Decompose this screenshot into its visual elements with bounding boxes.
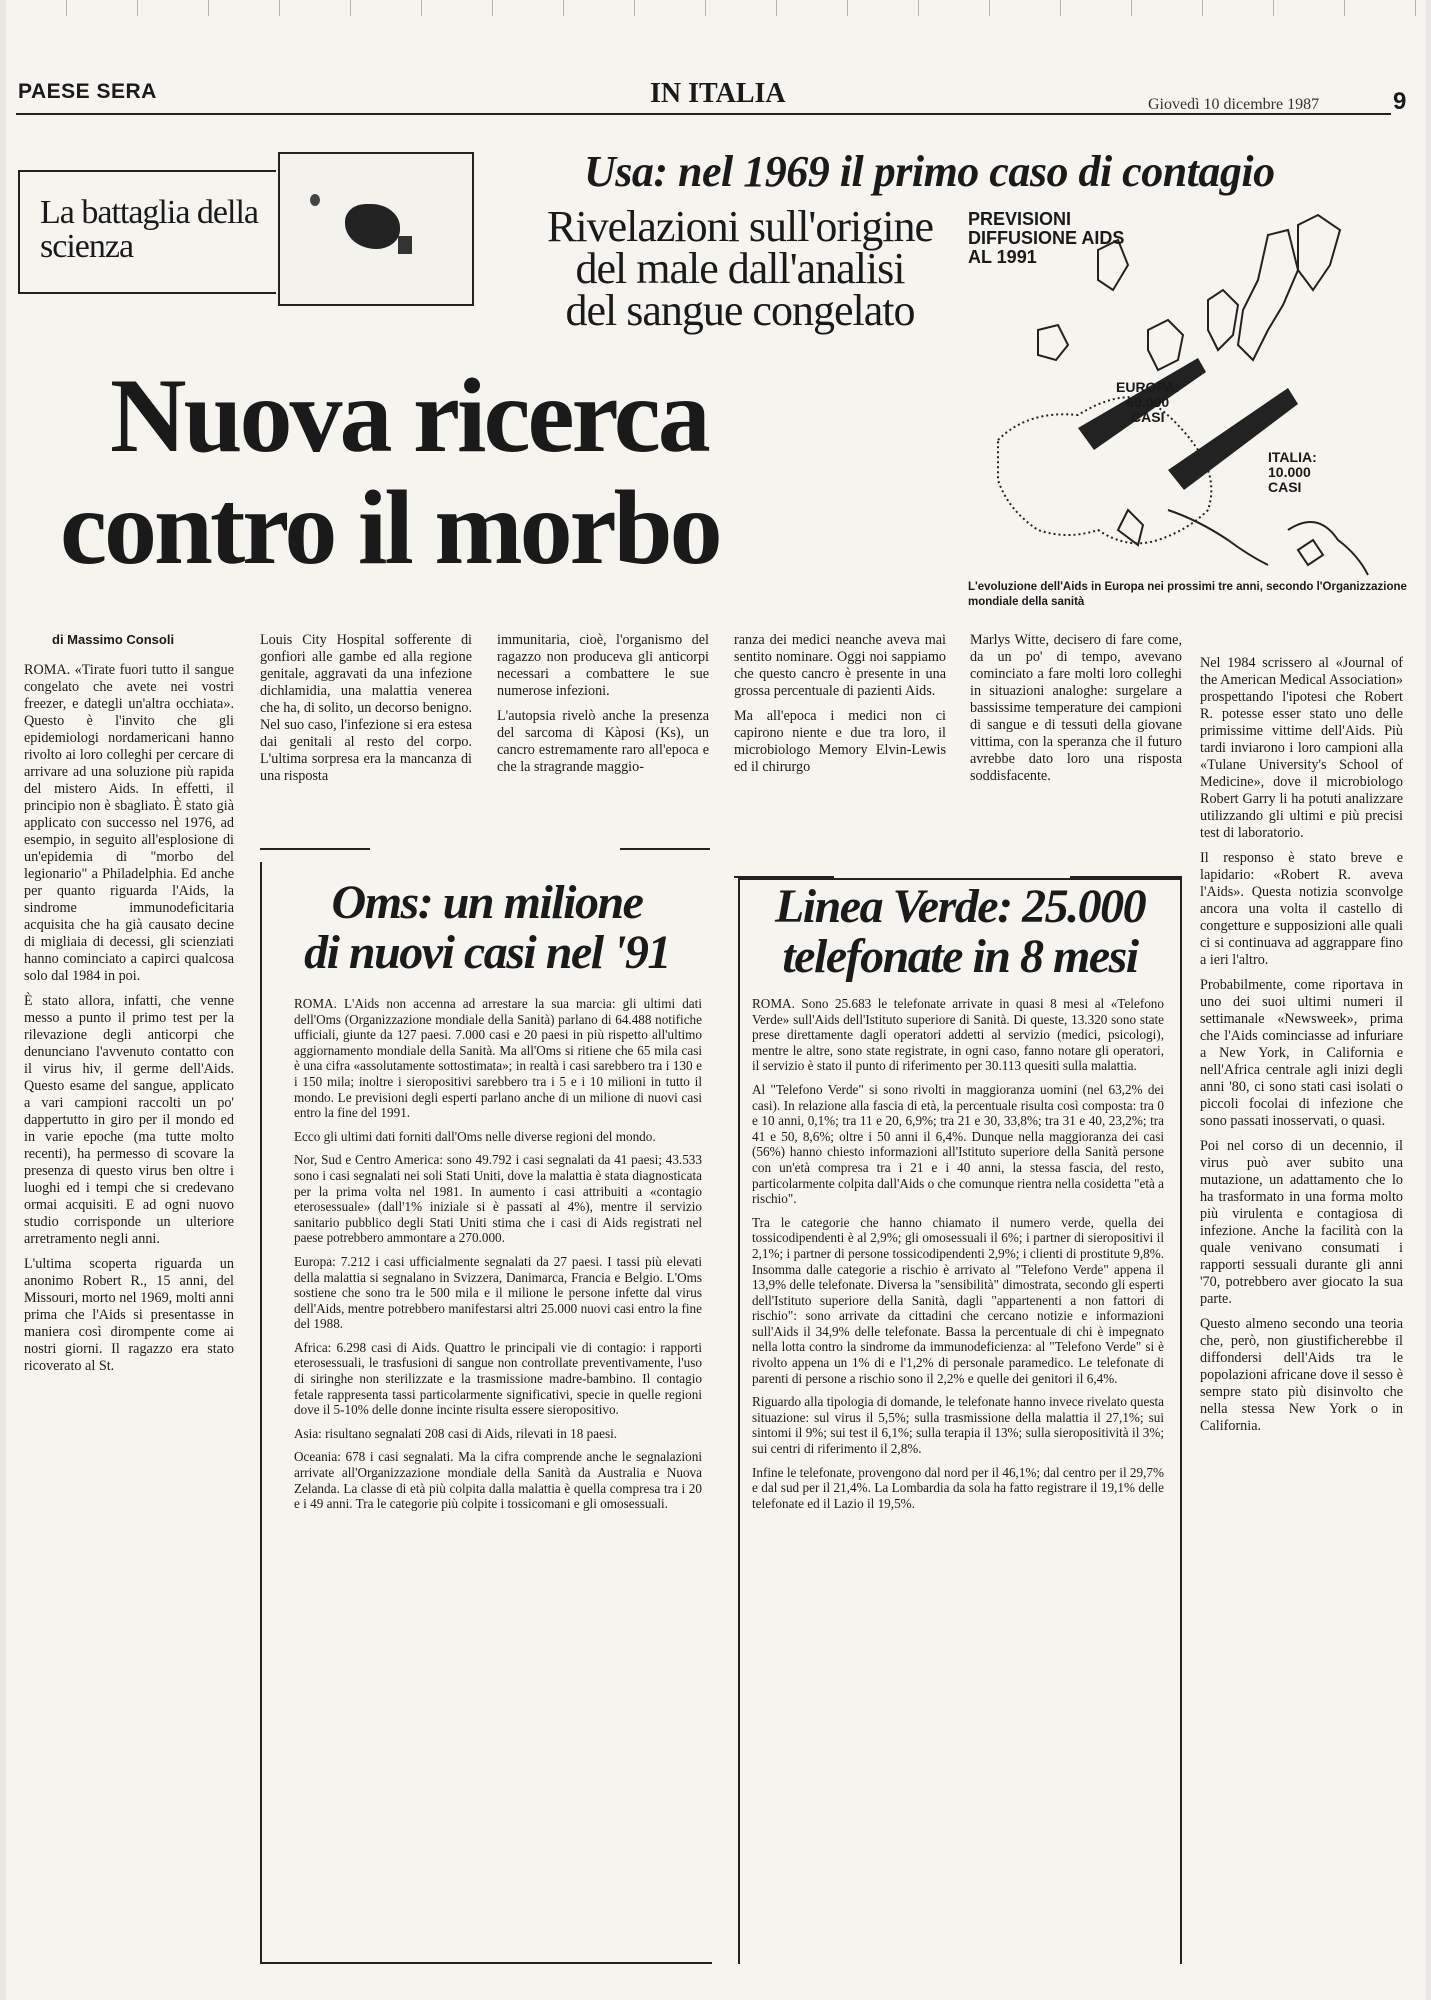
italy-label-line: 10.000: [1268, 464, 1311, 480]
headline-line: contro il morbo: [60, 469, 720, 586]
photo-shape: [310, 194, 320, 206]
header-rule: [16, 113, 1391, 115]
europe-map: [968, 210, 1398, 580]
article-paragraph: Probabilmente, come riportava in uno dei suoi ultimi numeri il settimanale «Newsweek», prima che l'Aids cominciasse ad infuriare a New York, in California e nell'Africa centrale agli inizi degli anni '80, ci sono stati casi isolati o piccoli focolai di infezione che sono passati inosservati, o quasi.: [1200, 977, 1403, 1129]
newspaper-brand: PAESE SERA: [18, 80, 157, 103]
oms-headline-line: Oms: un milione: [331, 876, 643, 929]
map-caption: L'evoluzione dell'Aids in Europa nei prossimi tre anni, secondo l'Organizzazione mondiale della sanità: [968, 581, 1407, 608]
oms-body: [294, 996, 702, 1520]
linea-verde-headline-line: telefonate in 8 mesi: [782, 930, 1138, 983]
article-paragraph: È stato allora, infatti, che venne messo a punto il primo test per la rilevazione degli anticorpi che denunciano l'avvenuto contatto con il virus hiv, il germe dell'Aids. Questo esame del sangue, applicato a vari campioni raccolti un po' dappertutto in giro per il mondo ed in varie epoche (ma tutte molto recenti), ha permesso di scovare la presenza di questo virus ben oltre i luoghi ed i tempi che si credevano ormai acquisiti. E ad ogni nuovo studio corrisponde un ulteriore arretramento negli anni.: [24, 993, 234, 1247]
linea-verde-paragraph: Riguardo alla tipologia di domande, le telefonate hanno invece rivelato questa situazione: sul virus il 5,5%; sulla trasmissione della malattia il 27,1%; sui sintomi il 9%; sui test il 6,1%; sulla terapia il 13%; sulla sieropositività il 3%; sui centri di riferimento il 2,8%.: [752, 1394, 1164, 1457]
article-column-1: [24, 662, 234, 1383]
article-paragraph: immunitaria, cioè, l'organismo del ragazzo non produceva gli anticorpi necessari a combattere le sue numerose infezioni.: [497, 632, 709, 699]
page-number: 9: [1393, 88, 1407, 115]
map-title-line: AL 1991: [968, 247, 1037, 267]
oms-paragraph: Europa: 7.212 i casi ufficialmente segnalati da 27 paesi. I tassi più elevati della malattia si segnalano in Svizzera, Danimarca, Francia e Belgio. L'Oms sostiene che sono tra le 500 mila e il milione le persone infette dal virus dell'Aids, mentre potrebbero manifestarsi altri 25.000 nuovi casi entro la fine del 1988.: [294, 1253, 702, 1332]
oms-paragraph: Nor, Sud e Centro America: sono 49.792 i casi segnalati da 41 paesi; 43.533 sono i casi segnalati nei soli Stati Uniti, dove la malattia è stata diagnosticata per la prima volta nel 1981. In aumento i casi attribuiti a «contagio eterosessuale» (dall'1% iniziale si è passati al 4%), mentre il servizio sanitario pubblico degli Stati Uniti stima che i casi di Aids registrati nel paese potrebbero ammontare a 270.000.: [294, 1152, 702, 1246]
article-paragraph: L'ultima scoperta riguarda un anonimo Robert R., 15 anni, del Missouri, morto nel 1969, molti anni prima che l'Aids si presentasse in maniera così dirompente come ai nostri giorni. Il ragazzo era stato ricoverato al St.: [24, 1256, 234, 1374]
italy-label-line: ITALIA:: [1268, 449, 1317, 465]
linea-verde-body: [752, 996, 1164, 1519]
oms-paragraph: Ecco gli ultimi dati forniti dall'Oms nelle diverse regioni del mondo.: [294, 1128, 656, 1144]
issue-date: Giovedì 10 dicembre 1987: [1148, 96, 1320, 113]
article-column-6: [1200, 655, 1403, 1443]
oms-headline: [262, 878, 712, 978]
oms-paragraph: Asia: risultano segnalati 208 casi di Aids, rilevati in 18 paesi.: [294, 1425, 618, 1441]
deck-line: del male dall'analisi: [575, 244, 905, 293]
deck: [505, 202, 975, 335]
section-title: IN ITALIA: [650, 78, 786, 109]
linea-verde-paragraph: Tra le categorie che hanno chiamato il numero verde, quella dei tossicodipendenti è al 2,9%; gli omosessuali il 6%; i partner di sieropositivi il 2,1%; i partner di persone tossicodipendenti 2,9%; i clienti di prostitute 9,8%. Insomma dalle categorie a rischio è arrivato al "Telefono Verde" appena il 13,9% delle telefonate. Diversa la "sensibilità" dimostrata, secondo gli esperti dell'Istituto superiore della Sanità, dagli "appartenenti a non fattori di rischio": sono arrivate da cittadini che cercano notizie e informazioni sull'Aids il 34,9% delle telefonate. Bassa la percentuale di chi è impegnato nella lotta contro la sindrome da immunodeficienza: al "Telefono Verde" si è rivolto appena un 1% di e l'1,2% di personale paramedico. Le telefonate di parenti di persone a rischio sono il 2,2% e quelle dei genitori il 6,4%.: [752, 1214, 1164, 1386]
byline: di Massimo Consoli: [52, 632, 175, 647]
italy-label: [1268, 450, 1317, 495]
linea-verde-paragraph: ROMA. Sono 25.683 le telefonate arrivate in quasi 8 mesi al «Telefono Verde» sull'Aids dell'Istituto superiore di Sanità. Di queste, 13.320 sono state prese direttamente dagli operatori addetti al servizio (medici, psicologi), mentre le altre, sono state registrate, in ogni caso, fanno notare gli operatori, il servizio è stato il punto di riferimento per 30.113 quesiti sulla malattia.: [752, 996, 1164, 1074]
photo-shape: [398, 236, 412, 254]
oms-paragraph: ROMA. L'Aids non accenna ad arrestare la sua marcia: gli ultimi dati dell'Oms (Organizzazione mondiale della Sanità) parlano di 64.488 notifiche ufficiali, giunte da 127 paesi. 7.000 casi e 20 paesi in più rispetto all'ultimo aggiornamento mondiale della Sanità. Ma all'Oms si ritiene che 65 mila casi è una cifra «assolutamente sottostimata»; in realtà i casi sarebbero tra i 130 e i 150 mila; inoltre i sieropositivi sarebbero tra i 5 e i 10 milioni in tutto il mondo. Le previsioni degli esperti parlano anche di un milione di nuovi casi entro la fine del 1991.: [294, 996, 702, 1121]
article-paragraph: Questo almeno secondo una teoria che, però, non giustificherebbe il diffondersi dell'Aids tra le popolazioni africane dove il sesso è sempre stato più disinvolto che nella stessa New York o in California.: [1200, 1316, 1403, 1434]
linea-verde-headline-line: Linea Verde: 25.000: [774, 880, 1146, 933]
map-title-line: PREVISIONI: [968, 209, 1072, 229]
article-paragraph: L'autopsia rivelò anche la presenza del sarcoma di Kàposi (Ks), un cancro estremamente raro all'epoca e che la stragrande maggio-: [497, 708, 709, 775]
article-column-4: [734, 632, 946, 784]
europe-label-line: 60.000: [1126, 394, 1170, 410]
headline-line: Nuova ricerca: [110, 357, 708, 474]
oms-paragraph: Oceania: 678 i casi segnalati. Ma la cifra comprende anche le segnalazioni arrivate all'Organizzazione mondiale della Sanità da Australia e Nuova Zelanda. La classe di età più colpita dalla malattia è quella compresa tra i 20 e i 49 anni. Tra le categorie più colpite i tossicomani e gli omosessuali.: [294, 1449, 702, 1512]
article-paragraph: Nel 1984 scrissero al «Journal of the American Medical Association» prospettando l'ipotesi che Robert R. potesse esser stato uno delle primissime vittime dell'Aids. Più tardi inviarono i loro campioni alla «Tulane University's School of Medicine», dove il microbiologo Robert Garry li ha potuti analizzare utilizzando gli ultimi e più precisi test di laboratorio.: [1200, 655, 1403, 841]
map-title-line: DIFFUSIONE AIDS: [968, 228, 1125, 248]
europe-label-line: EUROPA:: [1116, 379, 1180, 395]
photo-image: [278, 152, 474, 306]
kicker: La battaglia della scienza: [40, 194, 258, 265]
article-paragraph: Ma all'epoca i medici non ci capirono niente e due tra loro, il microbiologo Memory Elvin-Lewis ed il chirurgo: [734, 708, 946, 775]
oms-headline-line: di nuovi casi nel '91: [304, 926, 670, 979]
map-title: [968, 210, 1124, 267]
article-column-2: [260, 632, 472, 793]
europe-label: [1116, 380, 1180, 425]
column-rule: [620, 848, 710, 850]
oms-paragraph: Africa: 6.298 casi di Aids. Quattro le principali vie di contagio: i rapporti eterosessuali, le trasfusioni di sangue non controllate preventivamente, l'uso di siringhe non sterilizzate e la trasmissione madre-bambino. Il contagio fetale rappresenta tassi particolarmente significativi, specie in quelle regioni dove il 5-10% delle donne incinte risulta essere sieropositivo.: [294, 1339, 702, 1418]
main-headline: [60, 357, 960, 586]
europe-label-line: CASI: [1131, 409, 1165, 425]
article-column-5: [970, 632, 1182, 793]
italy-label-line: CASI: [1268, 479, 1302, 495]
article-paragraph: ROMA. «Tirate fuori tutto il sangue congelato che avete nei vostri freezer, e dategli un'altra occhiata». Questo è l'invito che gli epidemiologi nordamericani hanno rivolto ai loro colleghi per cercare di arrivare ad una soluzione più rapida del mistero Aids. In effetti, il principio non è sbagliato. È stato già applicato con successo nel 1976, ad esempio, in seguito all'esplosione di un'epidemia di "morbo del legionario" a Philadelphia. Ed anche per quanto riguarda l'Aids, la sindrome immunodeficitaria acquisita che ha già causato decine di migliaia di decessi, gli scienziati hanno cominciato a capirci qualcosa solo dal 1984 in poi.: [24, 662, 234, 984]
article-paragraph: ranza dei medici neanche aveva mai sentito nominare. Oggi noi sappiamo che questo cancro è presente in una grossa percentuale di pazienti Aids.: [734, 632, 946, 699]
supertitle: Usa: nel 1969 il primo caso di contagio: [584, 147, 1275, 196]
deck-line: del sangue congelato: [565, 286, 915, 335]
article-column-3: [497, 632, 709, 784]
article-paragraph: Il responso è stato breve e lapidario: «Robert R. aveva l'Aids». Questa notizia sconvolge ancora una volta il castello di congetture e supposizioni alle quali ci si continuava ad aggrappare fino a ieri l'altro.: [1200, 850, 1403, 968]
linea-verde-paragraph: Infine le telefonate, provengono dal nord per il 46,1%; dal centro per il 29,7% e dal sud per il 21,4%. La Lombardia da sola ha fatto registrare il 19,1% delle telefonate ed il Lazio il 19,5%.: [752, 1464, 1164, 1511]
linea-verde-headline: [740, 882, 1180, 982]
article-paragraph: Poi nel corso di un decennio, il virus può aver subito una mutazione, un adattamento che lo ha trasformato in una forma molto più virulenta e contagiosa di infezione. Anche la facilità con la quale venivano consumati i rapporti sessuali durante gli anni '70, potrebbero aver giocato la sua parte.: [1200, 1138, 1403, 1307]
column-rule: [260, 848, 370, 850]
photo-shape: [345, 204, 400, 249]
article-paragraph: Marlys Witte, decisero di fare come, da un po' di tempo, avevano cominciato a fare molti loro colleghi in situazioni analoghe: surgelare a bassissime temperature dei campioni di sangue e di tessuti della giovane vittima, con la speranza che il futuro avrebbe dato loro una risposta soddisfacente.: [970, 632, 1182, 784]
linea-verde-paragraph: Al "Telefono Verde" si sono rivolti in maggioranza uomini (nel 63,2% dei casi). In relazione alla fascia di età, la percentuale risulta così composta: tra 0 e 10 anni, 0,1%; tra 11 e 20, 6,9%; tra 21 e 30, 33,8%; tra 31 e 40, 23,2%; tra 41 e 50, 8,6%; oltre i 50 anni il 6,4%. Dunque nella maggioranza dei casi (56%) hanno chiesto informazioni all'Istituto superiore della Sanità persone con un'età compresa tra i 21 e i 40 anni, la stessa fascia, del resto, particolarmente colpita dall'Aids o che comunque rientra nella cosidetta "età a rischio".: [752, 1081, 1165, 1207]
deck-line: Rivelazioni sull'origine: [547, 202, 933, 251]
article-paragraph: Louis City Hospital sofferente di gonfiori alle gambe ed alla regione genitale, aggravati da una infezione dichlamidia, una malattia venerea che ha, di solito, un decorso benigno. Nel suo caso, l'infezione si era estesa dai genitali al resto del corpo. L'ultima sorpresa era la mancanza di una risposta: [260, 632, 472, 784]
binding-ticks: [0, 0, 1431, 16]
